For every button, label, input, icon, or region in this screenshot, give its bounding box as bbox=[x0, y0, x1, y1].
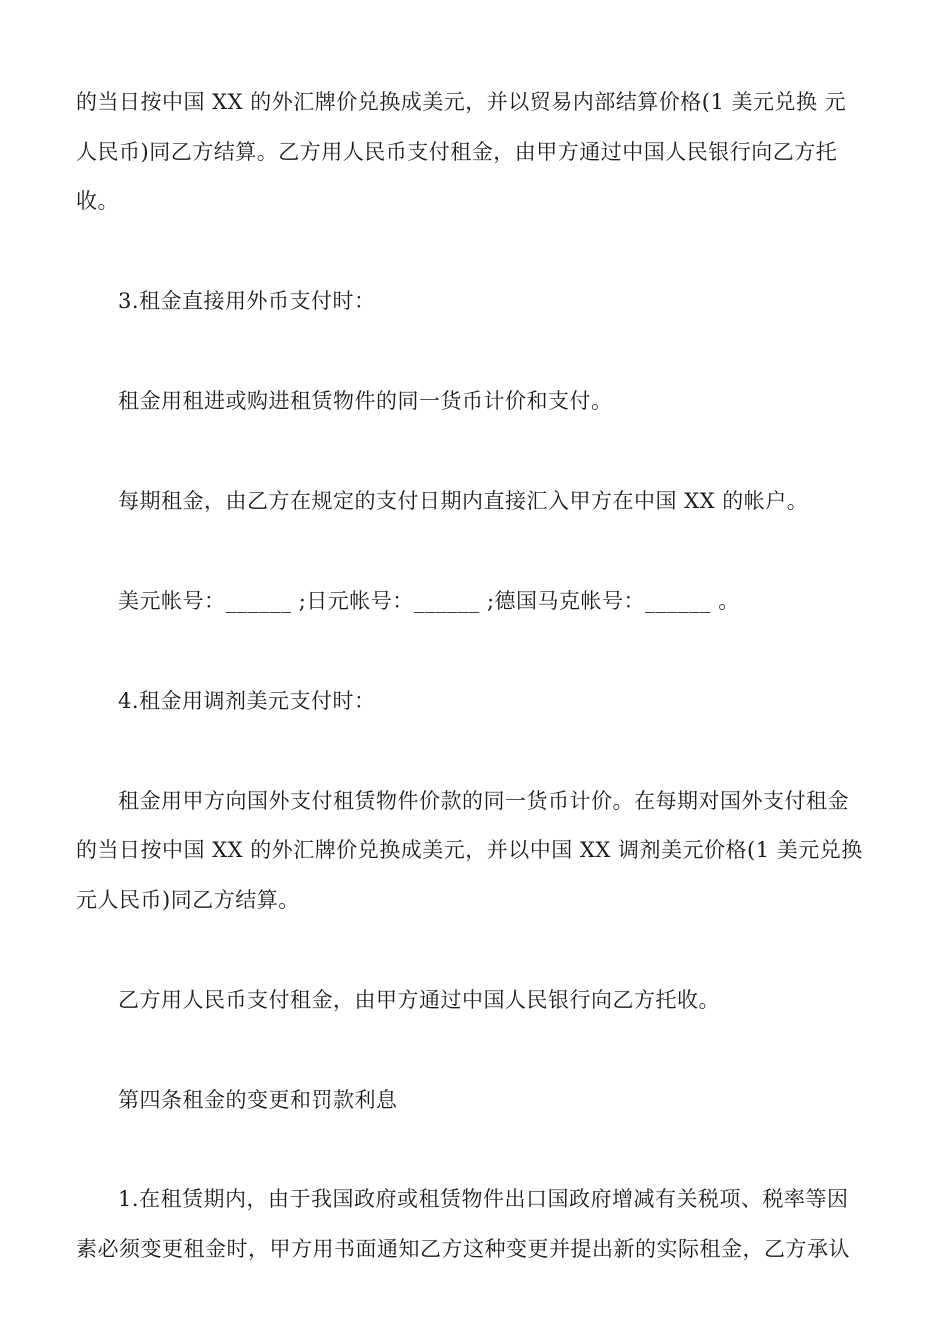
section-heading-4: 4.租金用调剂美元支付时： bbox=[118, 689, 376, 713]
usd-account-blank: ______ bbox=[225, 589, 292, 613]
dem-account-label: ;德国马克帐号： bbox=[486, 589, 646, 613]
paragraph-line: 人民币)同乙方结算。乙方用人民币支付租金，由甲方通过中国人民银行向乙方托 bbox=[76, 140, 838, 164]
section-heading-3: 3.租金直接用外币支付时： bbox=[118, 289, 376, 313]
paragraph-line: 素必须变更租金时，甲方用书面通知乙方这种变更并提出新的实际租金，乙方承认 bbox=[76, 1237, 850, 1261]
account-numbers-line bbox=[118, 587, 740, 615]
paragraph-line: 1.在租赁期内，由于我国政府或租赁物件出口国政府增减有关税项、税率等因 bbox=[118, 1187, 849, 1211]
paragraph-line: 每期租金，由乙方在规定的支付日期内直接汇入甲方在中国 XX 的帐户。 bbox=[118, 489, 809, 513]
jpy-account-blank: ______ bbox=[413, 589, 480, 613]
paragraph-line: 乙方用人民币支付租金，由甲方通过中国人民银行向乙方托收。 bbox=[118, 988, 720, 1012]
paragraph-line: 租金用租进或购进租赁物件的同一货币计价和支付。 bbox=[118, 389, 613, 413]
dem-account-blank: ______ bbox=[645, 589, 712, 613]
paragraph-line: 元人民币)同乙方结算。 bbox=[76, 888, 300, 912]
paragraph-line: 租金用甲方向国外支付租赁物件价款的同一货币计价。在每期对国外支付租金 bbox=[118, 789, 849, 813]
paragraph-line: 收。 bbox=[76, 189, 119, 213]
article-heading: 第四条租金的变更和罚款利息 bbox=[118, 1088, 398, 1112]
jpy-account-label: ;日元帐号： bbox=[298, 589, 414, 613]
account-line-end: 。 bbox=[718, 589, 740, 613]
paragraph-line: 的当日按中国 XX 的外汇牌价兑换成美元，并以中国 XX 调剂美元价格(1 美元兑换 bbox=[76, 838, 863, 862]
paragraph-line: 的当日按中国 XX 的外汇牌价兑换成美元，并以贸易内部结算价格(1 美元兑换 元 bbox=[76, 90, 847, 114]
usd-account-label: 美元帐号： bbox=[118, 589, 226, 613]
